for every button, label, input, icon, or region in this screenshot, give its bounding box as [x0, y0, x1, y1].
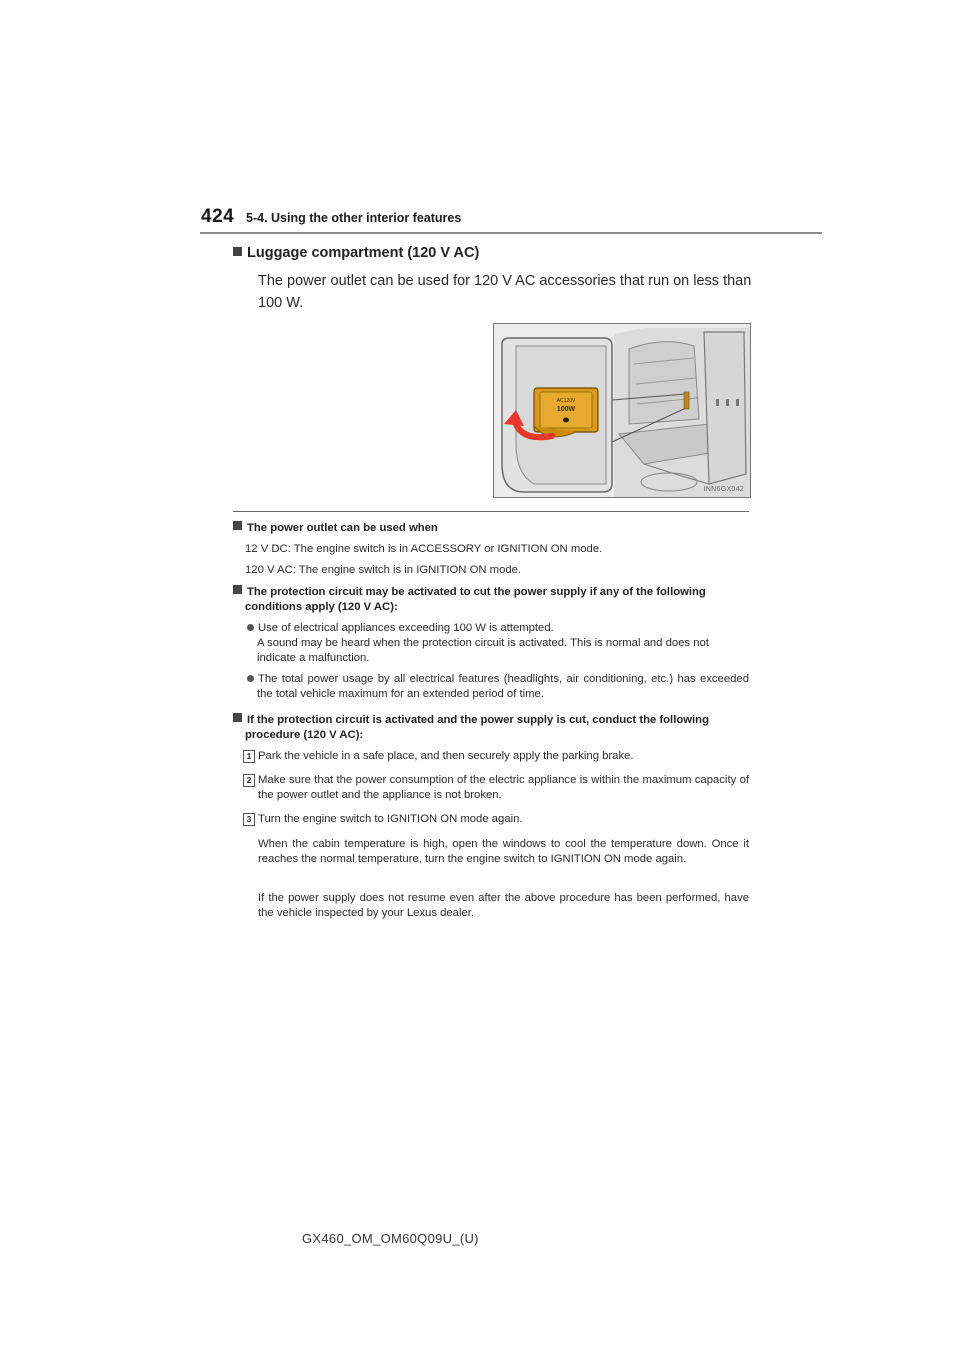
bullet-subtext: A sound may be heard when the protection circuit is activated. This is normal and does not indicate a malfunction. — [257, 637, 709, 664]
step-number-badge: 2 — [243, 774, 255, 787]
list-item — [233, 621, 749, 666]
note-protection-circuit — [233, 585, 749, 702]
main-body-text: The power outlet can be used for 120 V AC accessories that run on less than 100 W. — [258, 273, 752, 311]
main-heading-text: Luggage compartment (120 V AC) — [247, 245, 480, 261]
main-heading — [233, 245, 479, 261]
document-code: GX460_OM_OM60Q09U_(U) — [302, 1231, 479, 1246]
bullet-dot-icon — [247, 675, 254, 682]
note-heading-text: The protection circuit may be activated to cut the power supply if any of the following conditions apply (120 V AC): — [245, 586, 706, 613]
square-bullet-icon — [233, 713, 242, 722]
note-heading-text: If the protection circuit is activated and the power supply is cut, conduct the following procedure (120 V AC): — [245, 714, 709, 741]
bullet-text: The total power usage by all electrical features (headlights, air conditioning, etc.) has exceeded the total vehicle maximum for an extended period of time. — [257, 673, 749, 700]
note-heading-text: The power outlet can be used when — [247, 522, 438, 534]
figure-code: INN6GX042 — [703, 486, 744, 493]
paragraph-text: When the cabin temperature is high, open the windows to cool the temperature down. Once it reaches the normal temperature, turn the engine switch to IGNITION ON mode again. — [258, 838, 749, 865]
procedure-step-2 — [233, 773, 749, 803]
square-bullet-icon — [233, 247, 242, 256]
note-line: 12 V DC: The engine switch is in ACCESSORY or IGNITION ON mode. — [245, 543, 603, 555]
procedure-step-1 — [233, 749, 749, 764]
note-heading — [233, 585, 749, 615]
outlet-label-main: 100W — [556, 406, 576, 413]
square-bullet-icon — [233, 521, 242, 530]
note-procedure — [233, 713, 749, 928]
procedure-step-3 — [233, 812, 749, 827]
page-number: 424 — [201, 206, 235, 227]
step-number-badge: 1 — [243, 750, 255, 763]
procedure-paragraph — [233, 837, 749, 867]
power-outlet-illustration — [493, 323, 751, 498]
note-heading — [233, 521, 749, 536]
procedure-paragraph — [233, 891, 749, 921]
note-heading — [233, 713, 749, 743]
bullet-text: Use of electrical appliances exceeding 100 W is attempted. — [258, 622, 554, 634]
section-title: 5-4. Using the other interior features — [246, 211, 462, 225]
luggage-compartment-drawing — [494, 324, 750, 497]
paragraph-text: If the power supply does not resume even after the above procedure has been performed, have the vehicle inspected by your Lexus dealer. — [258, 892, 749, 919]
header-divider — [200, 232, 822, 234]
outlet-label-top: AC120V — [556, 398, 576, 404]
note-line: 120 V AC: The engine switch is in IGNITION ON mode. — [245, 564, 522, 576]
step-text: Park the vehicle in a safe place, and then securely apply the parking brake. — [258, 750, 634, 762]
list-item — [233, 672, 749, 702]
step-text: Make sure that the power consumption of the electric appliance is within the maximum capacity of the power outlet and the appliance is not broken. — [258, 774, 749, 801]
step-text: Turn the engine switch to IGNITION ON mode again. — [258, 813, 523, 825]
step-number-badge: 3 — [243, 813, 255, 826]
square-bullet-icon — [233, 585, 242, 594]
note-power-outlet-usage — [233, 521, 749, 578]
notes-divider — [233, 511, 749, 512]
bullet-dot-icon — [247, 624, 254, 631]
